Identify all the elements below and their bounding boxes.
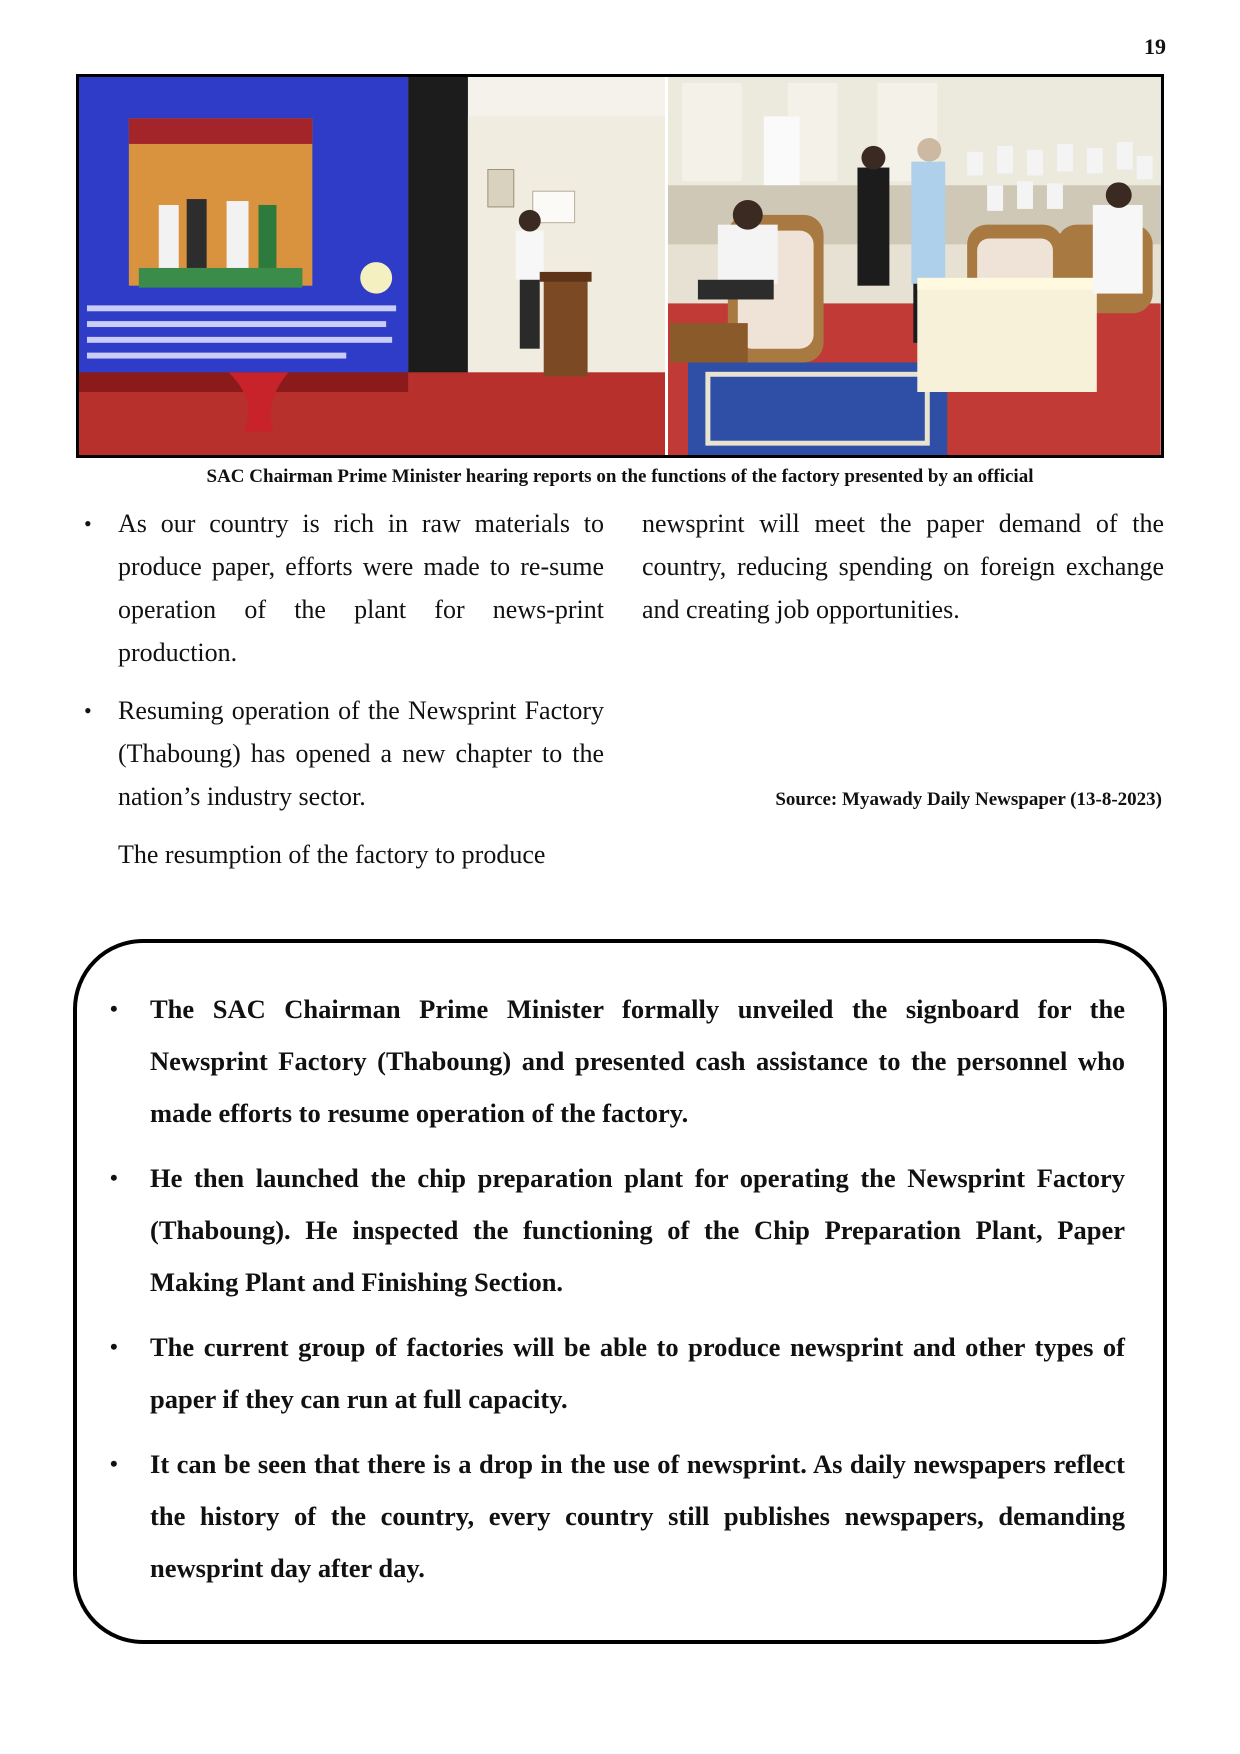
page-number: 19 xyxy=(1144,34,1166,59)
highlight-box xyxy=(73,939,1167,1644)
highlight-item: • The SAC Chairman Prime Minister formally unveiled the signboard for the Newsprint Factory (Thaboung) and presented cash assistance to the personnel who made efforts to resume operation of the factory. xyxy=(110,983,1125,1139)
article-bullet: • As our country is rich in raw materials to produce paper, efforts were made to re-sume operation of the plant for news-print production. xyxy=(84,502,604,674)
photo-frame xyxy=(76,74,1164,458)
highlight-item: • It can be seen that there is a drop in the use of newsprint. As daily newspapers reflect the history of the country, every country still publishes newspapers, demanding newsprint day after day. xyxy=(110,1438,1125,1594)
article-paragraph-start: The resumption of the factory to produce xyxy=(118,840,546,869)
article-right-column xyxy=(642,502,1164,631)
highlight-item: • The current group of factories will be able to produce newsprint and other types of paper if they can run at full capacity. xyxy=(110,1321,1125,1425)
presentation-photo xyxy=(79,77,665,455)
audience-photo-icon xyxy=(668,77,1161,455)
audience-photo xyxy=(665,77,1161,455)
article-left-column xyxy=(84,502,604,876)
article-bullet: • Resuming operation of the Newsprint Factory (Thaboung) has opened a new chapter to the nation’s industry sector. xyxy=(84,689,604,818)
photo-caption: SAC Chairman Prime Minister hearing reports on the functions of the factory presented by an official xyxy=(206,466,1034,487)
article-bullet-list xyxy=(84,502,604,818)
source-citation: Source: Myawady Daily Newspaper (13-8-2023) xyxy=(775,789,1162,810)
highlight-item: • He then launched the chip preparation plant for operating the Newsprint Factory (Thaboung). He inspected the functioning of the Chip Preparation Plant, Paper Making Plant and Finishing Section. xyxy=(110,1152,1125,1308)
highlight-list xyxy=(110,983,1125,1594)
article-paragraph-continued: newsprint will meet the paper demand of the country, reducing spending on foreign exchange and creating job opportunities. xyxy=(642,509,1164,624)
presentation-photo-icon xyxy=(79,77,665,455)
